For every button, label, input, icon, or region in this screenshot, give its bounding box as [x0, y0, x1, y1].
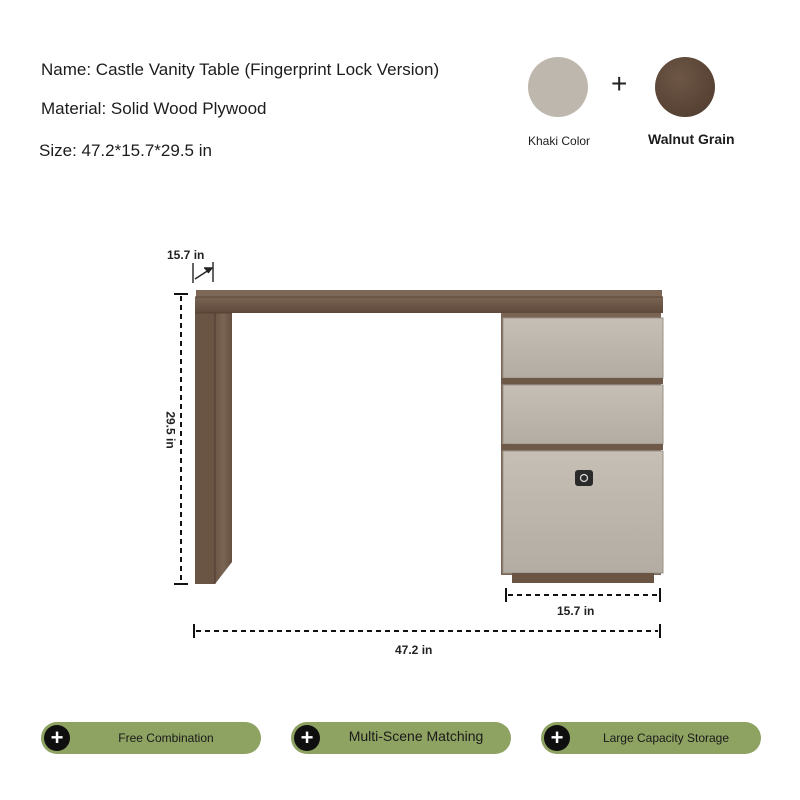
left-leg-panel — [195, 313, 232, 584]
feature-pill-multi-scene-matching — [291, 722, 511, 754]
plus-circle-icon: + — [44, 725, 70, 751]
walnut-grain-label: Walnut Grain — [648, 131, 735, 147]
cabinet-width-dimension-line — [506, 588, 660, 602]
product-material: Material: Solid Wood Plywood — [41, 99, 267, 118]
top-depth-marker — [193, 262, 213, 283]
plus-circle-icon: + — [294, 725, 320, 751]
cabinet-width-label: 15.7 in — [557, 604, 595, 618]
feature-pill-free-combination — [41, 722, 261, 754]
feature-label: Free Combination — [118, 731, 214, 745]
khaki-color-label: Khaki Color — [528, 134, 591, 148]
feature-label: Multi-Scene Matching — [348, 728, 484, 744]
height-label: 29.5 in — [163, 411, 178, 449]
product-size: Size: 47.2*15.7*29.5 in — [39, 141, 212, 160]
feature-label: Large Capacity Storage — [602, 731, 730, 745]
feature-pill-large-capacity-storage — [541, 722, 761, 754]
top-depth-label: 15.7 in — [167, 248, 205, 262]
fingerprint-lock-icon — [575, 470, 593, 486]
drawer-cabinet — [501, 313, 663, 583]
product-name: Name: Castle Vanity Table (Fingerprint Lock Version) — [41, 60, 440, 79]
total-width-dimension-line — [194, 624, 660, 638]
plus-circle-icon: + — [544, 725, 570, 751]
plus-icon: + — [611, 68, 628, 99]
total-width-label: 47.2 in — [395, 643, 433, 657]
tabletop — [195, 290, 663, 313]
